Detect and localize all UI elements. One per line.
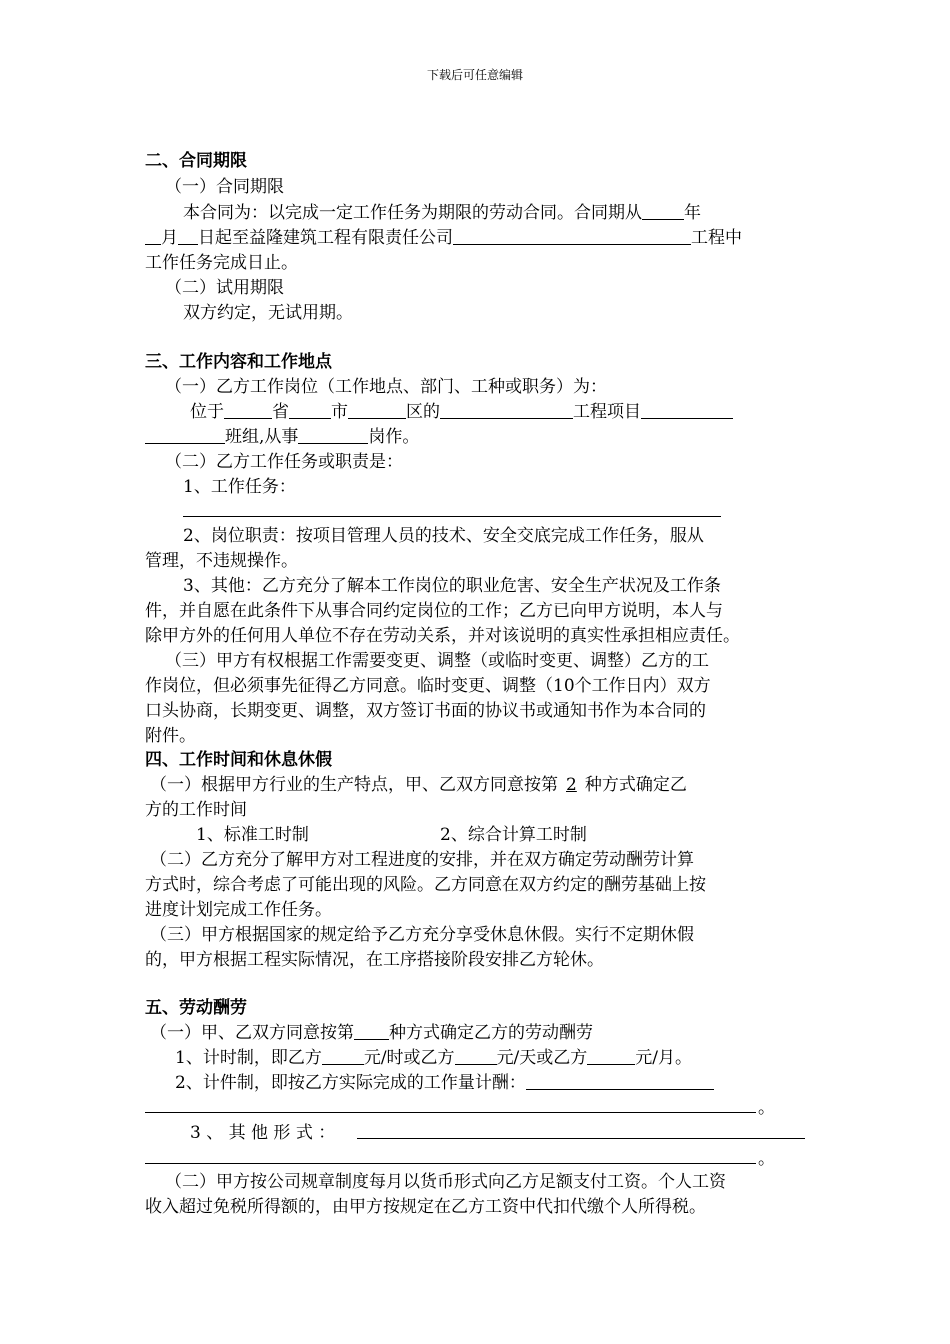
- s5-p3: 收入超过免税所得额的，由甲方按规定在乙方工资中代扣代缴个人所得税。: [145, 1197, 706, 1217]
- s3-sub3-2: 作岗位，但必须事先征得乙方同意。临时变更、调整（10个工作日内）双方: [145, 676, 711, 696]
- s2-p2: 月 日起至益隆建筑工程有限责任公司 工程中: [145, 226, 742, 250]
- s3-sub3-1: （三）甲方有权根据工作需要变更、调整（或临时变更、调整）乙方的工: [165, 651, 709, 671]
- s4-p3: （二）乙方充分了解甲方对工程进度的安排，并在双方确定劳动酬劳计算: [150, 850, 694, 870]
- s5-p2: （二）甲方按公司规章制度每月以货币形式向乙方足额支付工资。个人工资: [165, 1172, 726, 1192]
- s3-other-3: 除甲方外的任何用人单位不存在劳动关系，并对该说明的真实性承担相应责任。: [145, 626, 740, 646]
- s4-option-1: 1、标准工时制: [196, 825, 309, 845]
- blank-team: [145, 427, 225, 444]
- s2-p4: 双方约定，无试用期。: [183, 303, 353, 323]
- s4-p1: （一）根据甲方行业的生产特点，甲、乙双方同意按第 2 种方式确定乙: [150, 775, 687, 795]
- blank-hourly: [322, 1048, 364, 1065]
- s5-time-pay: 1、计时制，即乙方 元/时或乙方 元/天或乙方 元/月。: [175, 1048, 693, 1068]
- s3-other-2: 件，并自愿在此条件下从事合同约定岗位的工作；乙方已向甲方说明，本人与: [145, 601, 723, 621]
- s3-duty-1: 2、岗位职责：按项目管理人员的技术、安全交底完成工作任务，服从: [183, 526, 704, 546]
- s4-p6: （三）甲方根据国家的规定给予乙方充分享受休息休假。实行不定期休假: [150, 925, 694, 945]
- blank-province: [224, 402, 272, 419]
- s4-p2: 方的工作时间: [145, 800, 247, 820]
- blank-district: [348, 402, 406, 419]
- work-time-option-value: 2: [566, 775, 577, 795]
- blank-pay-option: [354, 1023, 389, 1040]
- s3-task: 1、工作任务：: [183, 477, 296, 497]
- blank-project: [453, 228, 691, 245]
- s3-sub1: （一）乙方工作岗位（工作地点、部门、工种或职务）为：: [165, 377, 607, 397]
- s3-sub3-4: 附件。: [145, 726, 196, 746]
- blank-project-name: [440, 402, 573, 419]
- s3-location: 位于 省 市 区的 工程项目: [190, 400, 733, 424]
- s2-p3: 工作任务完成日止。: [145, 253, 298, 273]
- section-3-title: 三、工作内容和工作地点: [145, 352, 332, 372]
- s4-p7: 的，甲方根据工程实际情况，在工序搭接阶段安排乙方轮休。: [145, 950, 604, 970]
- s3-sub2: （二）乙方工作任务或职责是：: [165, 452, 403, 472]
- s2-p1: 本合同为：以完成一定工作任务为期限的劳动合同。合同期从 年: [183, 203, 701, 223]
- s3-team: 班组,从事 岗作。: [145, 425, 419, 449]
- s5-piece-pay: 2、计件制，即按乙方实际完成的工作量计酬：: [175, 1071, 714, 1095]
- page-header: 下载后可任意编辑: [426, 68, 523, 82]
- s2-sub2: （二）试用期限: [165, 278, 284, 298]
- piece-period: 。: [758, 1098, 775, 1118]
- blank-piece-line: [145, 1112, 756, 1113]
- s3-other-1: 3、其他：乙方充分了解本工作岗位的职业危害、安全生产状况及工作条: [183, 576, 721, 596]
- s4-p5: 进度计划完成工作任务。: [145, 900, 332, 920]
- s5-other-pay: 3 、 其 他 形 式 ：: [190, 1123, 336, 1143]
- s3-duty-2: 管理，不违规操作。: [145, 551, 298, 571]
- blank-monthly: [587, 1048, 635, 1065]
- section-4-title: 四、工作时间和休息休假: [145, 750, 332, 770]
- s3-sub3-3: 口头协商，长期变更、调整，双方签订书面的协议书或通知书作为本合同的: [145, 701, 706, 721]
- s5-p1: （一）甲、乙双方同意按第 种方式确定乙方的劳动酬劳: [150, 1023, 593, 1043]
- blank-city: [289, 402, 331, 419]
- blank-piece-rate: [526, 1073, 714, 1090]
- blank-task-line: [183, 516, 721, 517]
- blank-other-line: [145, 1163, 756, 1164]
- blank-other-pay: [357, 1138, 805, 1139]
- section-5-title: 五、劳动酬劳: [145, 998, 247, 1018]
- section-2-title: 二、合同期限: [145, 151, 247, 171]
- blank-month: [145, 228, 161, 245]
- other-period: 。: [758, 1149, 775, 1169]
- blank-daily: [455, 1048, 497, 1065]
- blank-post: [298, 427, 368, 444]
- s2-sub1: （一）合同期限: [165, 177, 284, 197]
- blank-year: [642, 203, 684, 220]
- blank-day: [178, 228, 198, 245]
- s4-p4: 方式时，综合考虑了可能出现的风险。乙方同意在双方约定的酬劳基础上按: [145, 875, 706, 895]
- blank-project-tail: [641, 402, 733, 419]
- s4-option-2: 2、综合计算工时制: [440, 825, 587, 845]
